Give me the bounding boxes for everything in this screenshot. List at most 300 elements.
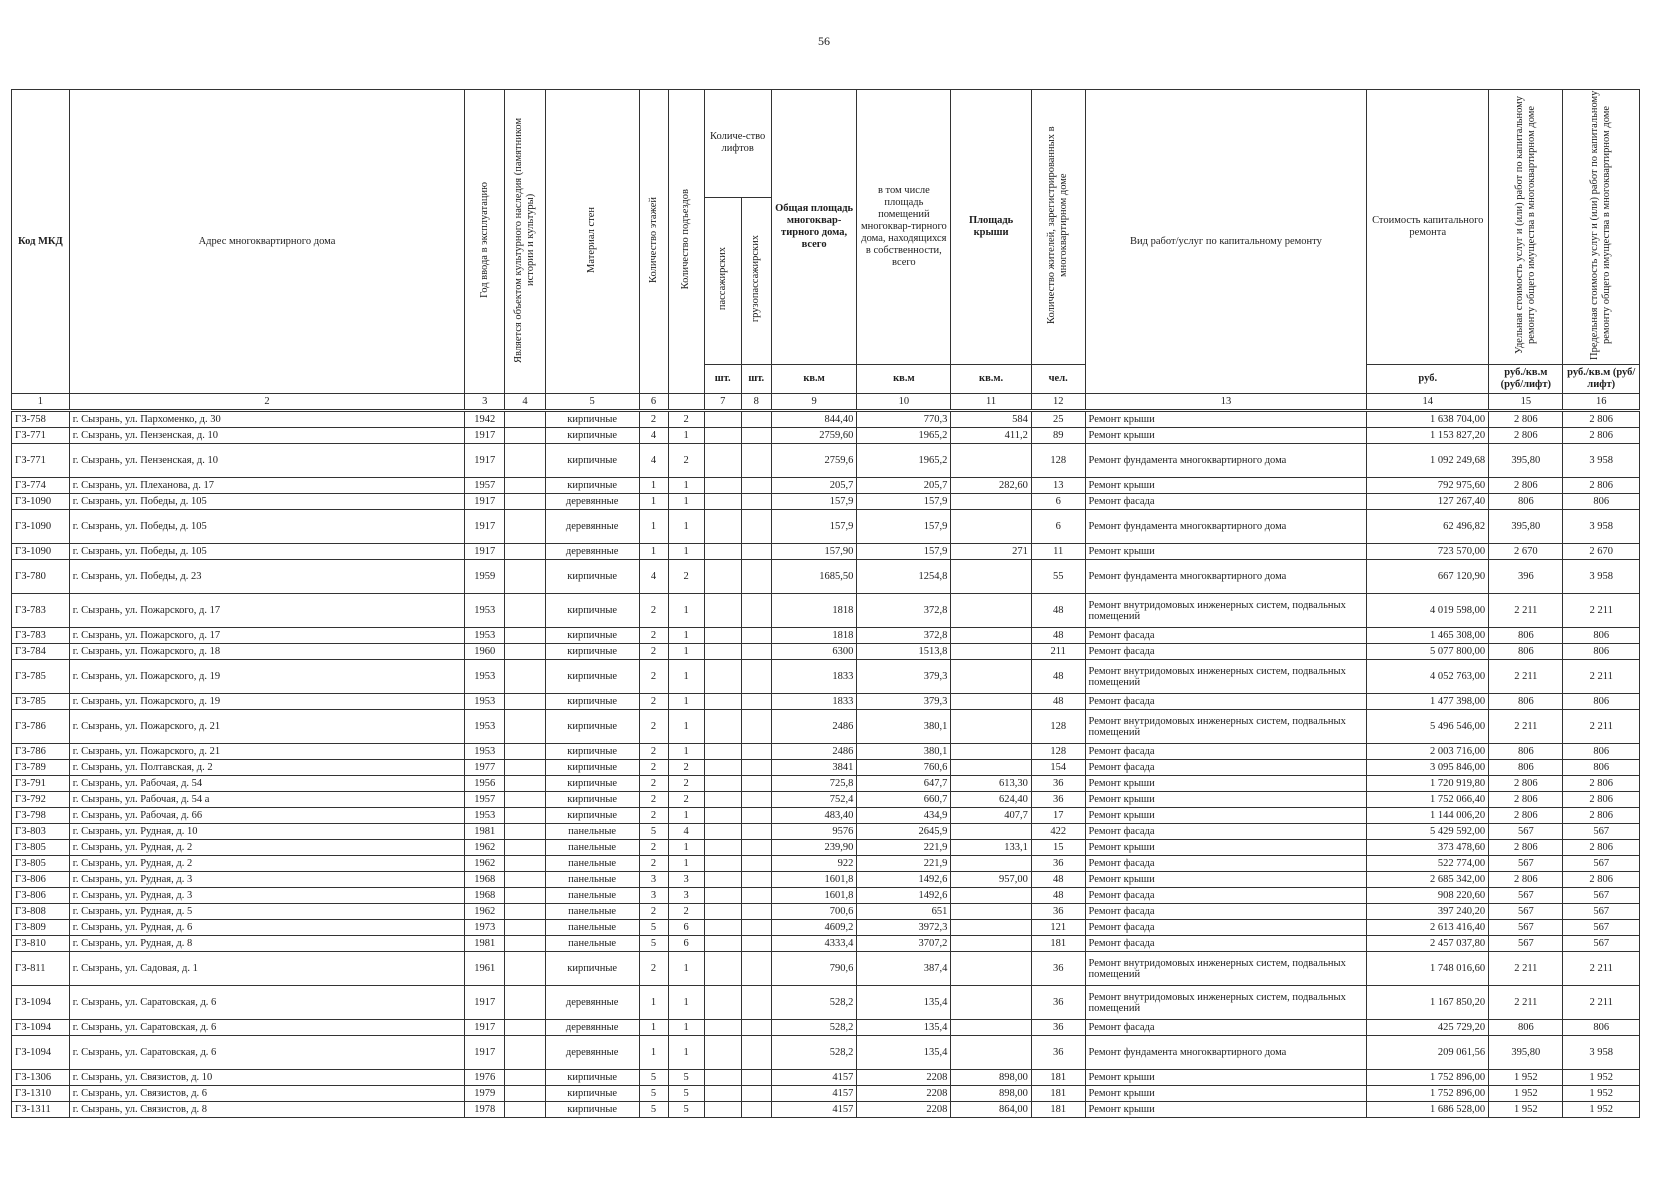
cell-wall: кирпичные [545,1070,639,1086]
cell-unit-cost: 2 806 [1489,478,1563,494]
cell-residents: 121 [1031,920,1085,936]
cell-lifts-passenger [704,560,741,594]
cell-wall: панельные [545,856,639,872]
column-number: 13 [1085,394,1367,411]
cell-roof-area [951,952,1032,986]
cell-area-total: 1833 [771,660,857,694]
cell-lifts-passenger [704,478,741,494]
cell-work: Ремонт фасада [1085,904,1367,920]
cell-year: 1978 [465,1102,505,1118]
cell-area-total: 790,6 [771,952,857,986]
cell-heritage [505,872,545,888]
cell-address: г. Сызрань, ул. Пархоменко, д. 30 [69,411,464,428]
table-row [12,644,1640,660]
cell-area-own: 157,9 [857,494,951,510]
cell-entrances: 1 [668,478,704,494]
cell-area-total: 2486 [771,744,857,760]
cell-unit-cost: 2 211 [1489,594,1563,628]
header-heritage: Является объектом культурного наследия (памятником истории и культуры) [505,90,545,394]
cell-residents: 36 [1031,904,1085,920]
cell-lifts-passenger [704,986,741,1020]
header-roof-area: Площадь крыши [951,90,1032,365]
cell-lifts-passenger [704,494,741,510]
cell-heritage [505,904,545,920]
cell-lifts-cargo [741,920,771,936]
table-row [12,920,1640,936]
cell-residents: 36 [1031,1036,1085,1070]
cell-lifts-passenger [704,856,741,872]
cell-floors: 1 [639,986,668,1020]
cell-wall: кирпичные [545,1086,639,1102]
cell-year: 1977 [465,760,505,776]
cell-max-cost: 806 [1563,644,1640,660]
table-row [12,560,1640,594]
cell-cost: 5 429 592,00 [1367,824,1489,840]
cell-heritage [505,776,545,792]
cell-area-own: 135,4 [857,1036,951,1070]
cell-entrances: 1 [668,644,704,660]
cell-residents: 181 [1031,1102,1085,1118]
cell-roof-area [951,694,1032,710]
cell-entrances: 6 [668,936,704,952]
cell-heritage [505,710,545,744]
cell-code: ГЗ-789 [12,760,70,776]
cell-address: г. Сызрань, ул. Рудная, д. 10 [69,824,464,840]
cell-max-cost: 2 211 [1563,986,1640,1020]
capital-repair-register [11,89,1640,1118]
cell-area-own: 387,4 [857,952,951,986]
cell-cost: 2 003 716,00 [1367,744,1489,760]
cell-max-cost: 2 806 [1563,478,1640,494]
cell-area-total: 922 [771,856,857,872]
cell-roof-area [951,560,1032,594]
cell-lifts-passenger [704,792,741,808]
cell-lifts-passenger [704,510,741,544]
cell-wall: кирпичные [545,560,639,594]
cell-max-cost: 567 [1563,920,1640,936]
cell-entrances: 1 [668,510,704,544]
cell-residents: 11 [1031,544,1085,560]
cell-code: ГЗ-785 [12,694,70,710]
unit-unit-cost: руб./кв.м (руб/лифт) [1489,365,1563,394]
cell-residents: 48 [1031,872,1085,888]
cell-entrances: 2 [668,560,704,594]
column-number: 15 [1489,394,1563,411]
column-number: 9 [771,394,857,411]
cell-code: ГЗ-783 [12,628,70,644]
cell-residents: 13 [1031,478,1085,494]
cell-roof-area: 411,2 [951,428,1032,444]
cell-area-own: 380,1 [857,744,951,760]
cell-residents: 422 [1031,824,1085,840]
table-row [12,494,1640,510]
cell-roof-area [951,644,1032,660]
cell-max-cost: 1 952 [1563,1070,1640,1086]
cell-max-cost: 2 670 [1563,544,1640,560]
cell-area-total: 528,2 [771,1020,857,1036]
cell-area-own: 205,7 [857,478,951,494]
cell-area-own: 2208 [857,1070,951,1086]
cell-lifts-passenger [704,888,741,904]
cell-heritage [505,444,545,478]
cell-unit-cost: 806 [1489,744,1563,760]
cell-area-total: 483,40 [771,808,857,824]
cell-floors: 2 [639,628,668,644]
cell-year: 1968 [465,888,505,904]
cell-entrances: 2 [668,444,704,478]
cell-floors: 2 [639,744,668,760]
cell-wall: деревянные [545,1036,639,1070]
cell-code: ГЗ-1090 [12,510,70,544]
cell-lifts-passenger [704,808,741,824]
cell-max-cost: 2 211 [1563,594,1640,628]
cell-area-own: 1513,8 [857,644,951,660]
unit-roof: кв.м. [951,365,1032,394]
table-row [12,824,1640,840]
cell-wall: панельные [545,872,639,888]
cell-heritage [505,628,545,644]
cell-roof-area [951,594,1032,628]
cell-area-total: 528,2 [771,1036,857,1070]
table-row [12,856,1640,872]
cell-cost: 1 686 528,00 [1367,1102,1489,1118]
cell-address: г. Сызрань, ул. Победы, д. 105 [69,510,464,544]
cell-area-total: 2759,6 [771,444,857,478]
cell-code: ГЗ-1094 [12,986,70,1020]
cell-wall: деревянные [545,510,639,544]
cell-unit-cost: 2 806 [1489,840,1563,856]
cell-max-cost: 567 [1563,904,1640,920]
cell-wall: деревянные [545,544,639,560]
cell-area-total: 1818 [771,628,857,644]
cell-cost: 667 120,90 [1367,560,1489,594]
cell-address: г. Сызрань, ул. Пензенская, д. 10 [69,428,464,444]
cell-heritage [505,1070,545,1086]
cell-entrances: 1 [668,494,704,510]
cell-area-total: 844,40 [771,411,857,428]
cell-max-cost: 2 806 [1563,872,1640,888]
cell-heritage [505,1102,545,1118]
cell-work: Ремонт фундамента многоквартирного дома [1085,560,1367,594]
cell-heritage [505,936,545,952]
cell-address: г. Сызрань, ул. Пожарского, д. 17 [69,628,464,644]
cell-work: Ремонт крыши [1085,840,1367,856]
cell-area-own: 3972,3 [857,920,951,936]
cell-cost: 62 496,82 [1367,510,1489,544]
cell-entrances: 1 [668,986,704,1020]
cell-unit-cost: 1 952 [1489,1102,1563,1118]
cell-unit-cost: 2 806 [1489,428,1563,444]
table-row [12,840,1640,856]
cell-max-cost: 2 806 [1563,808,1640,824]
cell-unit-cost: 806 [1489,628,1563,644]
page-number: 56 [818,34,830,48]
column-number: 4 [505,394,545,411]
cell-residents: 48 [1031,888,1085,904]
cell-code: ГЗ-771 [12,428,70,444]
cell-address: г. Сызрань, ул. Победы, д. 23 [69,560,464,594]
cell-unit-cost: 567 [1489,824,1563,840]
cell-area-total: 2759,60 [771,428,857,444]
cell-heritage [505,1020,545,1036]
cell-floors: 4 [639,560,668,594]
cell-unit-cost: 2 670 [1489,544,1563,560]
cell-max-cost: 1 952 [1563,1102,1640,1118]
cell-lifts-passenger [704,628,741,644]
cell-unit-cost: 2 806 [1489,776,1563,792]
cell-floors: 2 [639,660,668,694]
cell-residents: 154 [1031,760,1085,776]
column-number: 6 [639,394,668,411]
cell-lifts-cargo [741,824,771,840]
cell-floors: 5 [639,1070,668,1086]
cell-area-total: 4157 [771,1102,857,1118]
cell-area-own: 372,8 [857,628,951,644]
cell-area-total: 9576 [771,824,857,840]
cell-year: 1957 [465,792,505,808]
cell-work: Ремонт крыши [1085,428,1367,444]
cell-wall: кирпичные [545,644,639,660]
cell-heritage [505,594,545,628]
cell-floors: 4 [639,428,668,444]
cell-entrances: 1 [668,1036,704,1070]
cell-area-total: 725,8 [771,776,857,792]
cell-area-own: 660,7 [857,792,951,808]
table-row [12,1020,1640,1036]
cell-lifts-cargo [741,1102,771,1118]
table-row [12,1102,1640,1118]
table-row [12,936,1640,952]
cell-lifts-cargo [741,1086,771,1102]
cell-year: 1979 [465,1086,505,1102]
cell-work: Ремонт фасада [1085,628,1367,644]
table-row [12,444,1640,478]
cell-year: 1953 [465,808,505,824]
cell-code: ГЗ-1094 [12,1020,70,1036]
cell-entrances: 1 [668,952,704,986]
cell-roof-area: 957,00 [951,872,1032,888]
cell-wall: кирпичные [545,952,639,986]
cell-area-own: 2208 [857,1086,951,1102]
cell-roof-area: 407,7 [951,808,1032,824]
cell-year: 1953 [465,694,505,710]
cell-unit-cost: 395,80 [1489,1036,1563,1070]
cell-cost: 1 465 308,00 [1367,628,1489,644]
cell-wall: кирпичные [545,1102,639,1118]
table-row [12,760,1640,776]
table-row [12,952,1640,986]
cell-work: Ремонт фундамента многоквартирного дома [1085,1036,1367,1070]
cell-residents: 36 [1031,1020,1085,1036]
cell-code: ГЗ-786 [12,744,70,760]
cell-entrances: 1 [668,594,704,628]
cell-code: ГЗ-1310 [12,1086,70,1102]
cell-heritage [505,494,545,510]
cell-area-total: 1601,8 [771,888,857,904]
cell-cost: 1 752 896,00 [1367,1070,1489,1086]
cell-work: Ремонт фасада [1085,920,1367,936]
cell-cost: 723 570,00 [1367,544,1489,560]
cell-lifts-passenger [704,824,741,840]
cell-address: г. Сызрань, ул. Связистов, д. 8 [69,1102,464,1118]
cell-roof-area: 613,30 [951,776,1032,792]
cell-lifts-passenger [704,776,741,792]
cell-unit-cost: 2 806 [1489,411,1563,428]
cell-year: 1976 [465,1070,505,1086]
cell-lifts-passenger [704,952,741,986]
cell-floors: 1 [639,478,668,494]
cell-lifts-passenger [704,760,741,776]
cell-roof-area [951,710,1032,744]
cell-year: 1962 [465,840,505,856]
cell-lifts-cargo [741,1070,771,1086]
cell-area-total: 1601,8 [771,872,857,888]
cell-lifts-passenger [704,694,741,710]
cell-work: Ремонт внутридомовых инженерных систем, подвальных помещений [1085,660,1367,694]
cell-work: Ремонт фундамента многоквартирного дома [1085,510,1367,544]
cell-roof-area: 624,40 [951,792,1032,808]
cell-wall: кирпичные [545,628,639,644]
cell-max-cost: 567 [1563,856,1640,872]
table-row [12,1070,1640,1086]
column-number: 5 [545,394,639,411]
cell-max-cost: 2 806 [1563,411,1640,428]
column-number: 3 [465,394,505,411]
cell-work: Ремонт фасада [1085,744,1367,760]
cell-lifts-cargo [741,444,771,478]
cell-entrances: 2 [668,904,704,920]
cell-heritage [505,986,545,1020]
cell-lifts-cargo [741,628,771,644]
cell-max-cost: 567 [1563,936,1640,952]
table-row [12,792,1640,808]
cell-code: ГЗ-806 [12,872,70,888]
cell-lifts-cargo [741,1036,771,1070]
cell-roof-area [951,744,1032,760]
cell-address: г. Сызрань, ул. Рудная, д. 3 [69,888,464,904]
cell-floors: 2 [639,808,668,824]
cell-entrances: 1 [668,694,704,710]
table-row [12,776,1640,792]
cell-cost: 908 220,60 [1367,888,1489,904]
cell-residents: 25 [1031,411,1085,428]
cell-area-total: 3841 [771,760,857,776]
header-area-own: в том числе площадь помещений многоквар-тирного дома, находящихся в собственности, всего [857,90,951,365]
cell-floors: 2 [639,694,668,710]
cell-cost: 1 752 896,00 [1367,1086,1489,1102]
cell-roof-area [951,510,1032,544]
cell-address: г. Сызрань, ул. Рабочая, д. 54 [69,776,464,792]
cell-area-total: 205,7 [771,478,857,494]
table-row [12,694,1640,710]
cell-roof-area [951,904,1032,920]
cell-wall: кирпичные [545,444,639,478]
cell-area-total: 4157 [771,1086,857,1102]
cell-floors: 5 [639,936,668,952]
cell-residents: 55 [1031,560,1085,594]
cell-heritage [505,544,545,560]
cell-wall: кирпичные [545,411,639,428]
table-row [12,628,1640,644]
cell-max-cost: 806 [1563,744,1640,760]
cell-unit-cost: 806 [1489,494,1563,510]
cell-address: г. Сызрань, ул. Связистов, д. 6 [69,1086,464,1102]
cell-code: ГЗ-780 [12,560,70,594]
cell-max-cost: 2 211 [1563,952,1640,986]
cell-work: Ремонт крыши [1085,792,1367,808]
cell-wall: кирпичные [545,478,639,494]
cell-area-own: 434,9 [857,808,951,824]
cell-year: 1917 [465,544,505,560]
cell-work: Ремонт крыши [1085,1086,1367,1102]
cell-work: Ремонт фасада [1085,1020,1367,1036]
cell-cost: 1 638 704,00 [1367,411,1489,428]
cell-cost: 1 167 850,20 [1367,986,1489,1020]
cell-unit-cost: 2 211 [1489,986,1563,1020]
cell-address: г. Сызрань, ул. Пожарского, д. 17 [69,594,464,628]
cell-year: 1962 [465,904,505,920]
cell-lifts-cargo [741,792,771,808]
cell-work: Ремонт крыши [1085,776,1367,792]
cell-work: Ремонт фасада [1085,888,1367,904]
cell-wall: кирпичные [545,660,639,694]
cell-residents: 36 [1031,856,1085,872]
cell-lifts-cargo [741,936,771,952]
cell-lifts-passenger [704,444,741,478]
cell-work: Ремонт крыши [1085,478,1367,494]
cell-lifts-cargo [741,888,771,904]
cell-roof-area [951,986,1032,1020]
column-number: 8 [741,394,771,411]
cell-heritage [505,1086,545,1102]
cell-lifts-cargo [741,840,771,856]
cell-floors: 5 [639,824,668,840]
cell-area-own: 135,4 [857,986,951,1020]
cell-lifts-cargo [741,594,771,628]
cell-lifts-passenger [704,644,741,660]
cell-wall: панельные [545,840,639,856]
cell-floors: 4 [639,444,668,478]
cell-year: 1973 [465,920,505,936]
header-wall: Материал стен [545,90,639,394]
header-lifts-passenger: пассажирских [704,197,741,364]
cell-area-total: 239,90 [771,840,857,856]
cell-work: Ремонт фасада [1085,824,1367,840]
header-residents: Количество жителей, зарегистрированных в многоквартирном доме [1031,90,1085,365]
cell-floors: 1 [639,510,668,544]
cell-heritage [505,694,545,710]
cell-code: ГЗ-771 [12,444,70,478]
cell-wall: деревянные [545,494,639,510]
cell-year: 1956 [465,776,505,792]
cell-address: г. Сызрань, ул. Саратовская, д. 6 [69,1020,464,1036]
cell-area-own: 221,9 [857,840,951,856]
cell-code: ГЗ-792 [12,792,70,808]
cell-address: г. Сызрань, ул. Пожарского, д. 19 [69,660,464,694]
cell-code: ГЗ-809 [12,920,70,936]
table-row [12,1086,1640,1102]
cell-roof-area [951,1036,1032,1070]
table-row [12,594,1640,628]
cell-code: ГЗ-1311 [12,1102,70,1118]
cell-lifts-cargo [741,510,771,544]
cell-area-own: 379,3 [857,694,951,710]
cell-roof-area: 282,60 [951,478,1032,494]
cell-max-cost: 806 [1563,1020,1640,1036]
cell-area-own: 1965,2 [857,444,951,478]
cell-code: ГЗ-798 [12,808,70,824]
cell-address: г. Сызрань, ул. Полтавская, д. 2 [69,760,464,776]
